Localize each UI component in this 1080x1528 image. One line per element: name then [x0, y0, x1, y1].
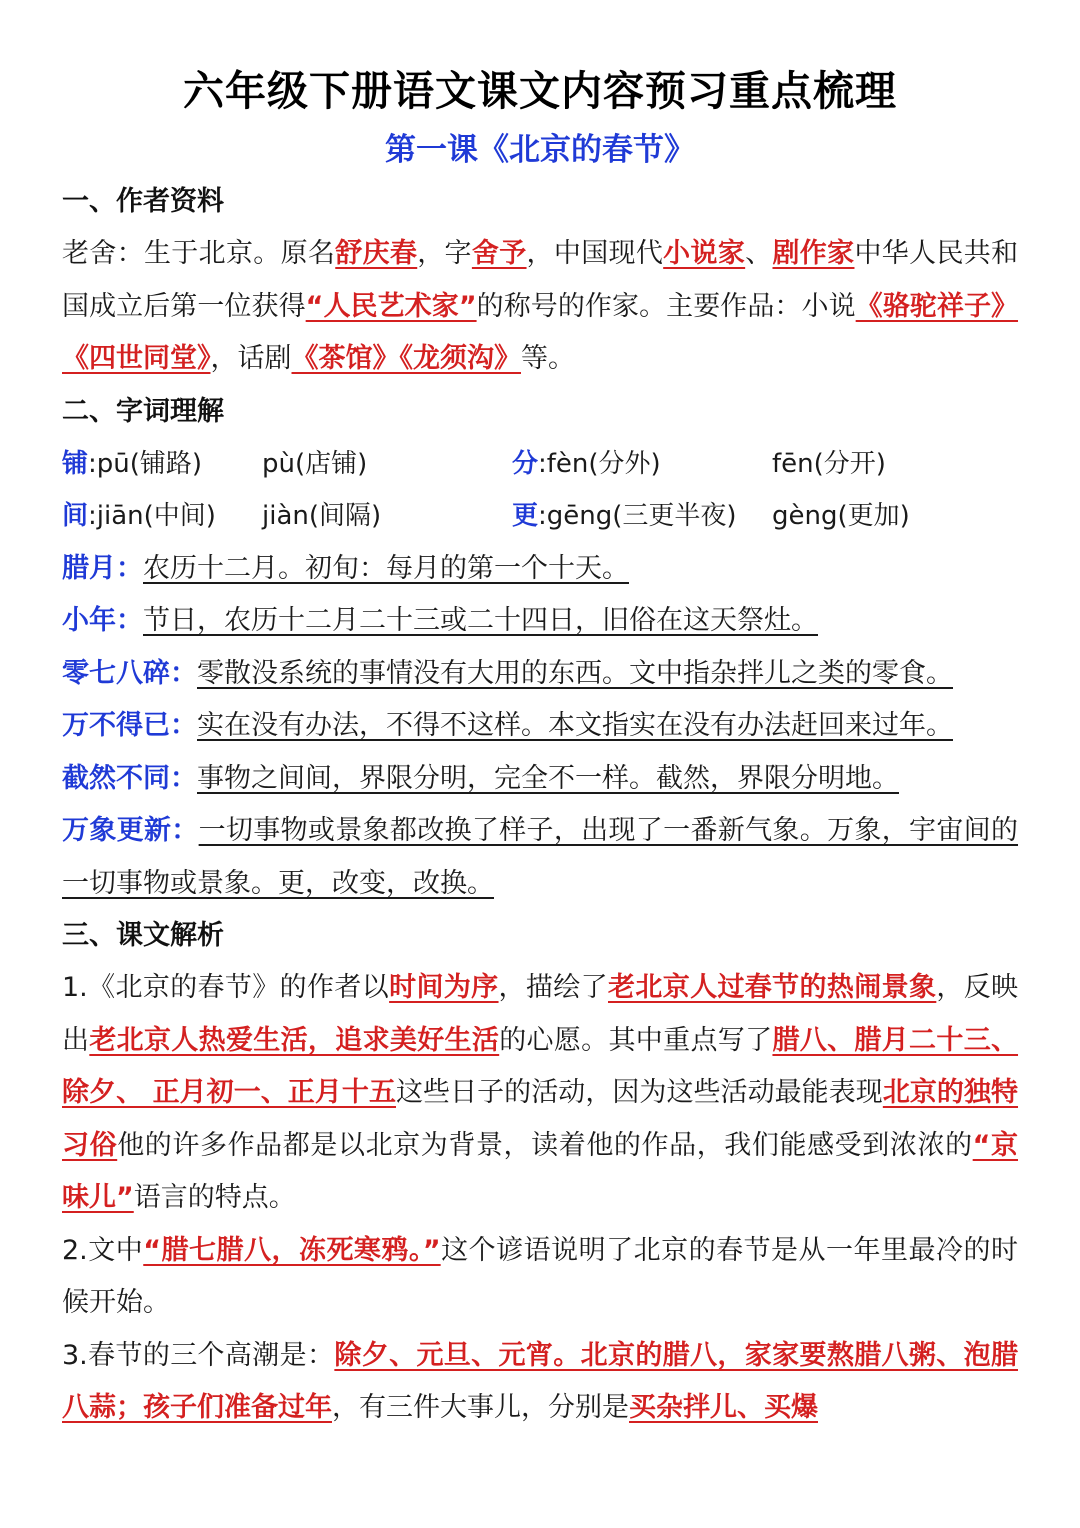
term-label: 腊月： [62, 552, 143, 584]
section-analysis [62, 910, 1018, 1435]
text: 他的许多作品都是以北京为背景，读着他的作品，我们能感受到浓浓的 [117, 1129, 973, 1161]
term-label: 截然不同： [62, 762, 197, 794]
term-definition: 事物之间间，界限分明，完全不一样。截然，界限分明地。 [197, 762, 899, 794]
reading: gèng(更加) [772, 501, 910, 531]
section-vocabulary [62, 386, 1018, 911]
term-label: 万象更新： [62, 815, 199, 846]
key-term: 《茶馆》《龙须沟》 [291, 343, 521, 374]
text: ，字 [417, 238, 472, 269]
text: 、 [745, 238, 773, 269]
reading: fēn(分开) [772, 448, 886, 479]
key-term: 腊八、腊月二十三、 除夕、 正月初一、正月十五 [62, 1024, 1019, 1108]
pinyin-cell [512, 490, 772, 543]
term-entry [62, 595, 1018, 648]
reading: :pū(铺路) [88, 448, 203, 479]
text: 语言的特点。 [133, 1182, 296, 1213]
term-definition: 农历十二月。初旬：每月的第一个十天。 [143, 552, 629, 584]
section-heading: 二、字词理解 [62, 395, 224, 427]
key-term: 北京的独特习俗 [62, 1077, 1019, 1161]
reading: pù(店铺) [262, 448, 368, 479]
key-term: 除夕、元旦、元宵。北京的腊八，家家要熬腊八粥、泡腊八蒜；孩子们准备过年 [62, 1339, 1018, 1423]
text: 老舍：生于北京。原名 [62, 238, 336, 269]
term-definition: 节日，农历十二月二十三或二十四日，旧俗在这天祭灶。 [143, 605, 818, 636]
section-author [62, 176, 1018, 386]
analysis-paragraph-3 [62, 1330, 1018, 1435]
section-heading: 三、课文解析 [62, 920, 224, 951]
key-term: 买杂拌儿、买爆 [629, 1392, 818, 1423]
key-term: 舒庆春 [335, 238, 418, 269]
char: 分 [512, 448, 539, 479]
term-label: 小年： [62, 605, 143, 636]
term-definition: 实在没有办法，不得不这样。本文指实在没有办法赶回来过年。 [197, 710, 953, 741]
reading: jiàn(间隔) [262, 501, 382, 531]
text: 3.春节的三个高潮是： [62, 1339, 335, 1371]
text: 的心愿。其中重点写了 [499, 1024, 773, 1056]
pinyin-row [62, 490, 1018, 543]
text: ，话剧 [210, 343, 292, 374]
pinyin-cell [512, 438, 772, 491]
analysis-paragraph-2 [62, 1225, 1018, 1330]
analysis-paragraph-1 [62, 962, 1018, 1225]
key-term: “人民艺术家” [305, 290, 477, 322]
key-term: “京味儿” [62, 1129, 1019, 1213]
text: 的称号的作家。主要作品：小说 [476, 290, 856, 322]
pinyin-row [62, 438, 1018, 491]
text: 2.文中 [62, 1234, 144, 1266]
reading: :fèn(分外) [538, 448, 661, 479]
pinyin-cell [62, 438, 262, 491]
reading: :jiān(中间) [88, 501, 216, 531]
text: ，描绘了 [498, 972, 608, 1003]
term-entry [62, 805, 1018, 910]
author-paragraph [62, 228, 1018, 386]
text: ，中国现代 [526, 238, 664, 269]
text: ，有三件大事儿，分别是 [332, 1392, 629, 1423]
lesson-title: 第一课《北京的春节》 [385, 132, 695, 168]
term-definition: 一切事物或景象都改换了样子，出现了一番新气象。万象，宇宙间的一切事物或景象。更，改变，改换。 [62, 815, 1019, 899]
key-term: 时间为序 [389, 972, 499, 1003]
key-term: 舍予 [471, 238, 527, 269]
term-label: 万不得已： [62, 710, 197, 741]
pinyin-cell [62, 490, 262, 543]
term-entry [62, 753, 1018, 806]
text: 中华人民共和国成立后第一位获得 [62, 238, 1019, 322]
text: 1.《北京的春节》的作者以 [62, 972, 390, 1003]
term-entry [62, 700, 1018, 753]
key-term: “腊七腊八，冻死寒鸦。” [143, 1234, 441, 1266]
text: ，反映出 [62, 972, 1019, 1056]
key-term: 《骆驼祥子》《四世同堂》 [62, 290, 1019, 374]
term-entry [62, 543, 1018, 596]
key-term: 老北京人热爱生活，追求美好生活 [89, 1024, 500, 1056]
text: 这些日子的活动，因为这些活动最能表现 [396, 1077, 883, 1108]
key-term: 老北京人过春节的热闹景象 [608, 972, 937, 1003]
term-entry [62, 648, 1018, 701]
term-definition: 零散没系统的事情没有大用的东西。文中指杂拌儿之类的零食。 [197, 657, 953, 689]
document-title: 六年级下册语文课文内容预习重点梳理 [183, 67, 897, 115]
text: 等。 [521, 343, 575, 374]
char: 铺 [62, 448, 89, 479]
section-heading: 一、作者资料 [62, 186, 224, 217]
key-term: 剧作家 [772, 238, 855, 269]
key-term: 小说家 [663, 238, 746, 269]
text: 这个谚语说明了北京的春节是从一年里最冷的时候开始。 [62, 1234, 1018, 1318]
term-label: 零七八碎： [62, 657, 197, 689]
reading: :gēng(三更半夜) [538, 501, 737, 531]
char: 间 [62, 501, 89, 531]
char: 更 [512, 501, 539, 531]
